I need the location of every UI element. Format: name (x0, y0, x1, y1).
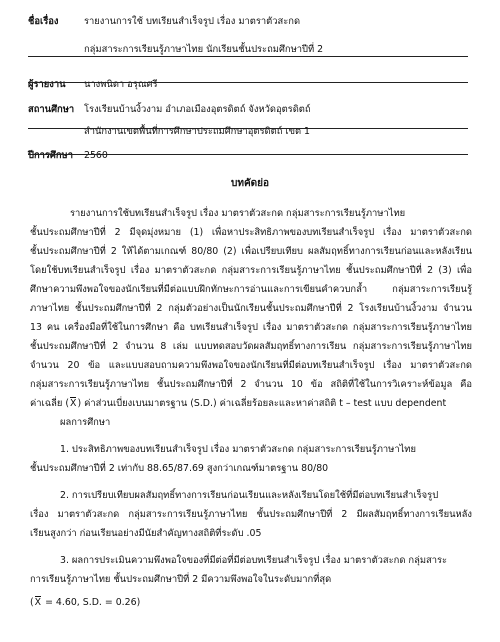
final-text-post: = 4.60, S.D. = 0.26) (42, 597, 141, 608)
divider-rule-1 (28, 56, 468, 57)
abstract-line: รายงานการใช้บทเรียนสำเร็จรูป เรื่อง มาตราตัวสะกด กลุ่มสาระการเรียนรู้ภาษาไทย (70, 208, 406, 219)
school-line-2: สำนักงานเขตพื้นที่การศึกษาประถมศึกษาอุตรดิตถ์ เขต 1 (84, 126, 311, 137)
topic-label: ชื่อเรื่อง (28, 16, 59, 27)
statistics-text-post: ) ค่าส่วนเบี่ยงเบนมาตรฐาน (S.D.) ค่าเฉลี่ยร้อยละและหาค่าสถิติ t – test แบบ dependent (77, 398, 447, 409)
statistics-text-pre: ค่าเฉลี่ย ( (30, 398, 70, 409)
mean-symbol: X (69, 396, 77, 411)
result-1-line: ชั้นประถมศึกษาปีที่ 2 เท่ากับ 88.65/87.69 สูงกว่าเกณฑ์มาตรฐาน 80/80 (30, 463, 329, 474)
result-3-line: 3. ผลการประเมินความพึงพอใจของที่มีต่อที่มีต่อบทเรียนสำเร็จรูป เรื่อง มาตราตัวสะกด กลุ่มสาระ (60, 555, 448, 566)
abstract-title: บทคัดย่อ (231, 178, 269, 189)
abstract-line: ชั้นประถมศึกษาปีที่ 2 จำนวน 8 เล่ม แบบทดสอบวัดผลสัมฤทธิ์ทางการเรียน กลุ่มสาระการเรียนรู้ภาษาไทย (30, 341, 472, 352)
result-2-line: 2. การเปรียบเทียบผลสัมฤทธิ์ทางการเรียนก่อนเรียนและหลังเรียนโดยใช้ที่มีต่อบทเรียนสำเร็จรูป (60, 490, 439, 501)
mean-symbol: X (34, 595, 42, 610)
abstract-line: จำนวน 20 ข้อ และแบบสอบถามความพึงพอใจของนักเรียนที่มีต่อบทเรียนสำเร็จรูป เรื่อง มาตราตัวสะกด (30, 360, 472, 371)
abstract-line: โดยใช้บทเรียนสำเร็จรูป เรื่อง มาตราตัวสะกด กลุ่มสาระการเรียนรู้ภาษาไทย ชั้นประถมศึกษาปีที่ 2 (3) เพื่อ (30, 265, 472, 276)
abstract-line: กลุ่มสาระการเรียนรู้ภาษาไทย ชั้นประถมศึกษาปีที่ 2 จำนวน 10 ข้อ สถิติที่ใช้ในการวิเคราะห์ข้อมูล คือ (30, 379, 472, 390)
divider-rule-4 (28, 154, 468, 155)
result-2-line: เรียนสูงกว่า ก่อนเรียนอย่างมีนัยสำคัญทางสถิติที่ระดับ .05 (30, 528, 262, 539)
result-1-line: 1. ประสิทธิภาพของบทเรียนสำเร็จรูป เรื่อง มาตราตัวสะกด กลุ่มสาระการเรียนรู้ภาษาไทย (60, 444, 416, 455)
abstract-line: ภาษาไทย ชั้นประถมศึกษาปีที่ 2 กลุ่มตัวอย่างเป็นนักเรียนชั้นประถมศึกษาปีที่ 2 โรงเรียนบ้านงิ้วงาม จำนวน (30, 303, 472, 314)
school-label: สถานศึกษา (28, 104, 75, 115)
topic-line-1: รายงานการใช้ บทเรียนสำเร็จรูป เรื่อง มาตราตัวสะกด (84, 16, 301, 27)
academic-year: 2560 (84, 150, 108, 161)
abstract-line: ศึกษาความพึงพอใจของนักเรียนที่มีต่อแบบฝึกทักษะการอ่านและการเขียนคำควบกล้ำ กลุ่มสาระการเรียนรู้ (30, 284, 472, 295)
divider-rule-3 (28, 128, 468, 129)
abstract-line: ชั้นประถมศึกษาปีที่ 2 มีจุดมุ่งหมาย (1) เพื่อหาประสิทธิภาพของบทเรียนสำเร็จรูป เรื่อง มาตราตัวสะกด (30, 227, 472, 238)
abstract-line: 13 คน เครื่องมือที่ใช้ในการศึกษา คือ บทเรียนสำเร็จรูป เรื่อง มาตราตัวสะกด กลุ่มสาระการเรียนรู้ภาษาไทย (30, 322, 472, 333)
satisfaction-stats-line (30, 595, 472, 610)
topic-line-2: กลุ่มสาระการเรียนรู้ภาษาไทย นักเรียนชั้นประถมศึกษาปีที่ 2 (84, 44, 324, 55)
abstract-line: ชั้นประถมศึกษาปีที่ 2 ให้ได้ตามเกณฑ์ 80/80 (2) เพื่อเปรียบเทียบ ผลสัมฤทธิ์ทางการเรียนก่อนและหลังเรียน (30, 246, 472, 257)
statistics-line (30, 396, 472, 411)
final-text-pre: ( (30, 597, 34, 608)
results-heading: ผลการศึกษา (60, 417, 111, 428)
author-label: ผู้รายงาน (28, 79, 66, 90)
result-2-line: เรื่อง มาตราตัวสะกด กลุ่มสาระการเรียนรู้ภาษาไทย ชั้นประถมศึกษาปีที่ 2 มีผลสัมฤทธิ์ทางการเรียนหลัง (30, 509, 472, 520)
result-3-line: การเรียนรู้ภาษาไทย ชั้นประถมศึกษาปีที่ 2 มีความพึงพอใจในระดับมากที่สุด (30, 574, 332, 585)
author-name: นางพนิดา อรุณศรี (84, 79, 158, 90)
year-label: ปีการศึกษา (28, 150, 73, 161)
school-line-1: โรงเรียนบ้านงิ้วงาม อำเภอเมืองอุตรดิตถ์ จังหวัดอุตรดิตถ์ (84, 104, 311, 115)
divider-rule-2 (28, 82, 468, 83)
